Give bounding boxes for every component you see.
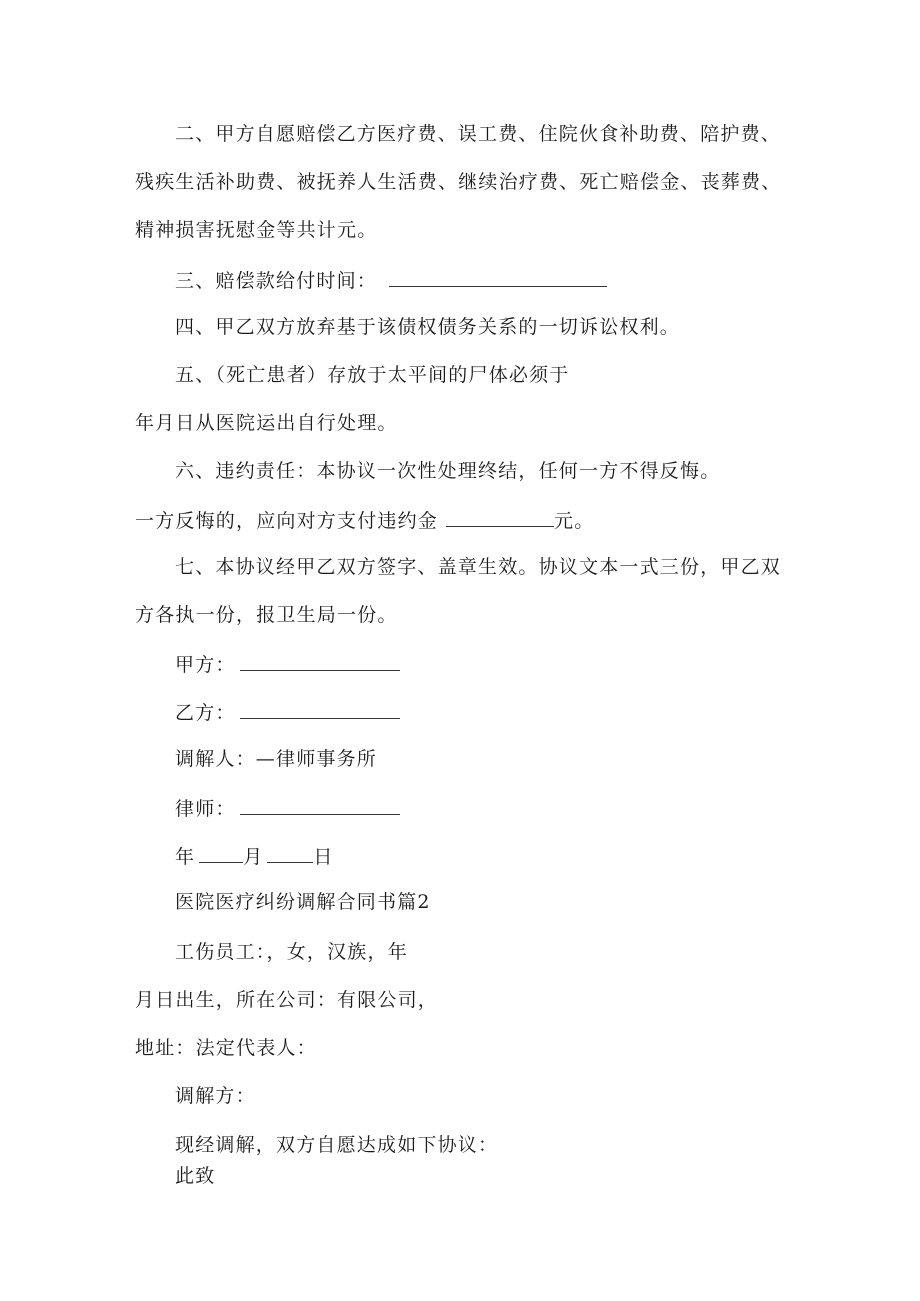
party-b-label: 乙方：: [175, 702, 236, 724]
party-a-signature: [175, 654, 400, 675]
date-day-label: 日: [313, 846, 334, 868]
clause-7-line-1: 七、本协议经甲乙双方签字、盖章生效。协议文本一式三份，甲乙双: [175, 556, 782, 578]
clause-5-line-2: 年月日从医院运出自行处理。: [135, 412, 398, 434]
payment-time-blank: [389, 270, 607, 287]
clause-2-line-1: 二、甲方自愿赔偿乙方医疗费、误工费、住院伙食补助费、陪护费、: [175, 123, 782, 145]
date-month-blank: [267, 846, 313, 863]
clause-3: [175, 270, 607, 291]
date-year-blank: [199, 846, 243, 863]
worker-info-line-1: 工伤员工：，女，汉族，年: [175, 941, 408, 963]
clause-6-line-2: [135, 510, 594, 531]
clause-3-label: 三、赔偿款给付时间：: [175, 270, 378, 292]
clause-2-line-3: 精神损害抚慰金等共计元。: [135, 219, 378, 241]
closing-salutation: 此致: [175, 1165, 216, 1187]
penalty-amount-blank: [446, 510, 554, 527]
clause-4: 四、甲乙双方放弃基于该债权债务关系的一切诉讼权利。: [175, 316, 681, 338]
lawyer-blank: [240, 798, 400, 815]
signature-date: [175, 846, 334, 867]
agreement-intro: 现经调解，双方自愿达成如下协议：: [175, 1134, 499, 1156]
worker-info-line-2: 月日出生，所在公司：有限公司，: [135, 989, 439, 1011]
date-year-label: 年: [175, 846, 196, 868]
clause-6-prefix: 一方反悔的，应向对方支付违约金: [135, 510, 439, 532]
party-a-label: 甲方：: [175, 654, 236, 676]
section-2-title: 医院医疗纠纷调解合同书篇2: [175, 891, 431, 913]
mediator-signature: 调解人：—律师事务所: [175, 748, 378, 770]
party-b-blank: [240, 702, 400, 719]
company-address: 地址：法定代表人：: [135, 1037, 317, 1059]
clause-5-line-1: 五、（死亡患者）存放于太平间的尸体必须于: [175, 364, 570, 386]
clause-7-line-2: 方各执一份，报卫生局一份。: [135, 604, 398, 626]
lawyer-label: 律师：: [175, 798, 236, 820]
mediating-party: 调解方：: [175, 1085, 256, 1107]
party-b-signature: [175, 702, 400, 723]
clause-6-line-1: 六、违约责任：本协议一次性处理终结，任何一方不得反悔。: [175, 460, 721, 482]
clause-6-suffix: 元。: [554, 510, 595, 532]
lawyer-signature: [175, 798, 400, 819]
party-a-blank: [240, 654, 400, 671]
date-month-label: 月: [243, 846, 264, 868]
clause-2-line-2: 残疾生活补助费、被抚养人生活费、继续治疗费、死亡赔偿金、丧葬费、: [135, 171, 782, 193]
